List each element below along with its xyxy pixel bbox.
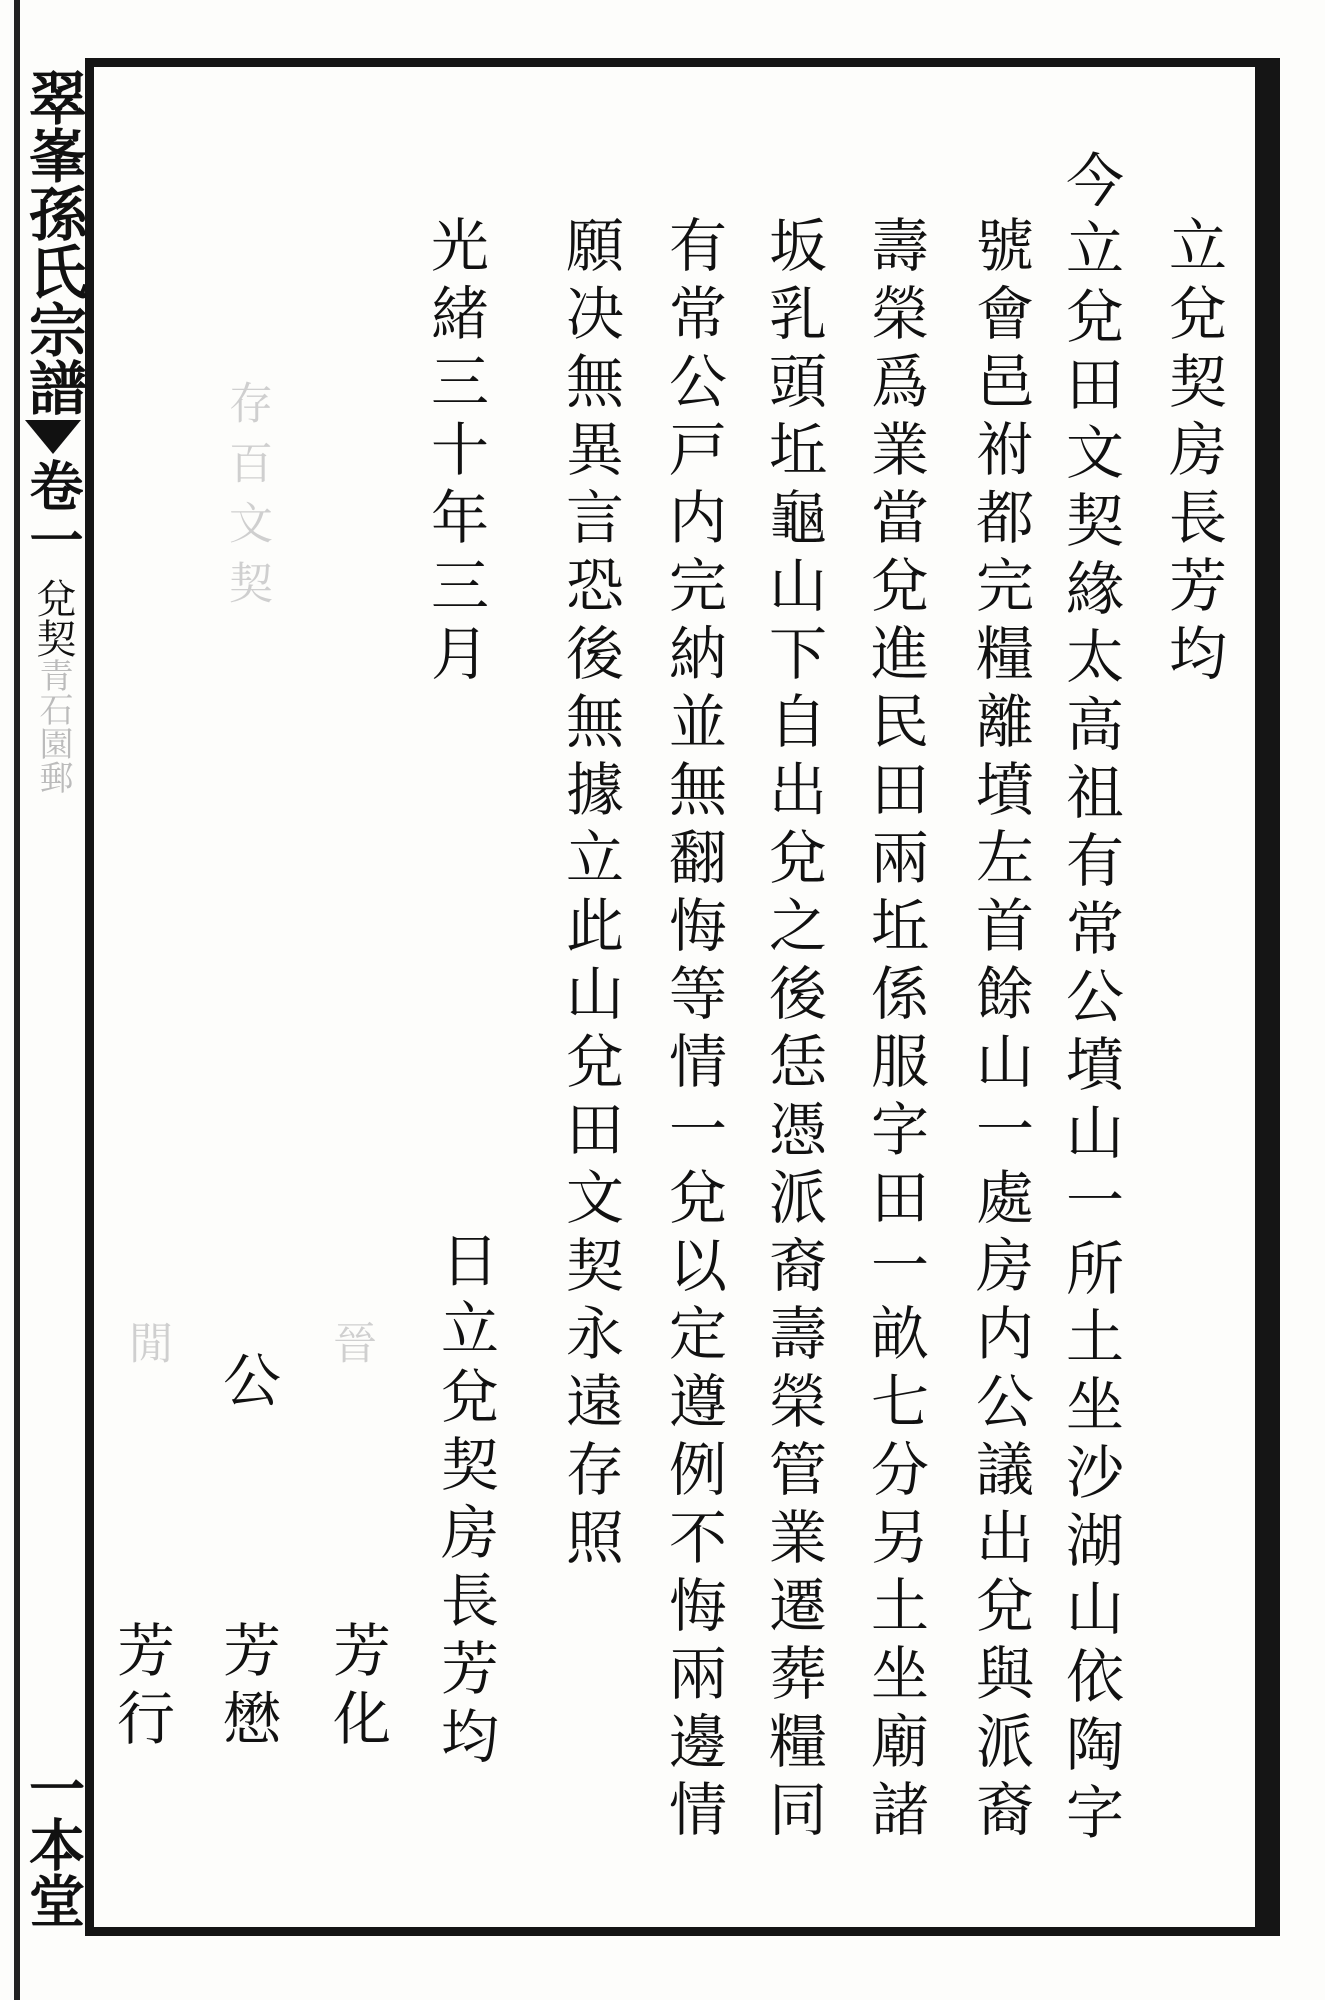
contract-date: 光緒三十年三月 (421, 215, 489, 691)
gong-character: 公 (213, 1350, 281, 1418)
witness-fangxing: 芳行 (107, 1620, 175, 1756)
contract-line-4: 坂乳頭坵龜山下自出兌之後恁憑派裔壽榮管業遷葬糧同 (759, 215, 827, 1847)
contract-line-2: 號會邑祔都完糧離墳左首餘山一處房内公議出兌與派裔 (966, 215, 1034, 1847)
witness-fanghua: 芳化 (323, 1620, 391, 1756)
section-label: 兌契 (30, 578, 76, 658)
block-heart-margin (19, 68, 87, 1928)
contract-line-6: 願决無異言恐後無據立此山兌田文契永遠存照 (556, 215, 624, 1575)
page-frame-right-rule (1255, 58, 1280, 1936)
faint-margin-text: 青石園郵 (33, 658, 73, 794)
bleed-through-text-3: 晉 (325, 1320, 376, 1380)
contract-line-5: 有常公戸内完納並無翻悔等情一兌以定遵例不悔兩邊情 (659, 215, 727, 1847)
contract-date-tail: 日立兌契房長芳均 (431, 1230, 499, 1774)
contract-heading: 立兌契房長芳均 (1159, 215, 1227, 691)
bleed-through-text-2: 閒 (121, 1320, 172, 1380)
bleed-through-text-1: 存百文契 (221, 380, 272, 620)
fishtail-mark (25, 420, 81, 454)
genealogy-title: 翠峯孫氏宗譜 (19, 68, 87, 416)
contract-line-1: 今立兌田文契緣太高祖有常公墳山一所土坐沙湖山依陶字 (1056, 150, 1124, 1850)
witness-fangmao: 芳懋 (213, 1620, 281, 1756)
volume-label: 卷一 (21, 458, 85, 566)
contract-line-3: 壽榮爲業當兌進民田兩坵係服字田一畝七分另土坐廟諸 (861, 215, 929, 1847)
hall-name: 一本堂 (20, 1760, 86, 1928)
